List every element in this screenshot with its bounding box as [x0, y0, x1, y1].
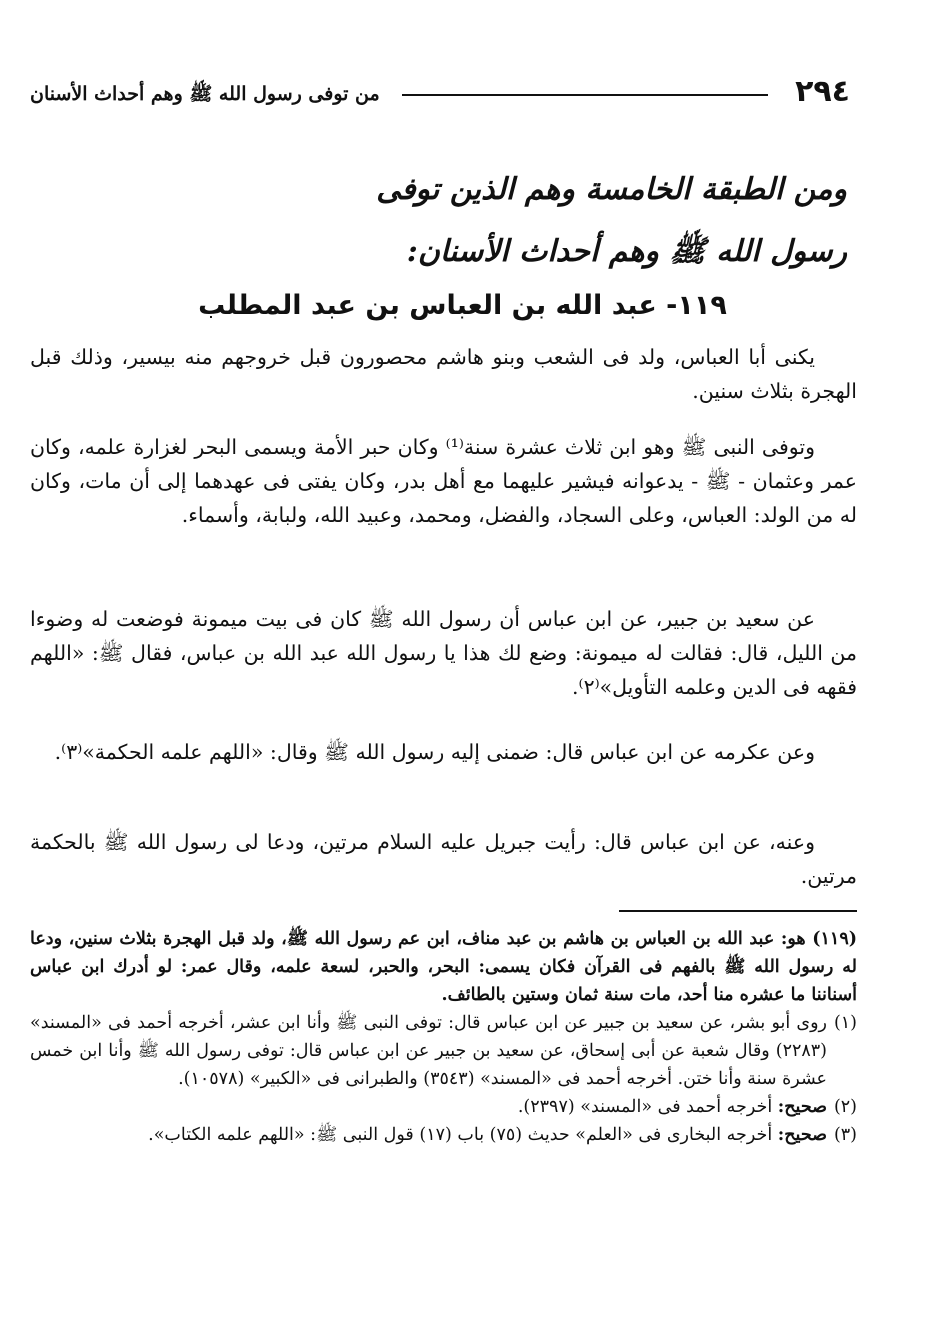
entry-title: ١١٩- عبد الله بن العباس بن عبد المطلب [198, 290, 727, 321]
page-number: ٢٩٤ [795, 74, 850, 109]
paragraph-hadith-2 [30, 735, 857, 769]
footnote-2 [30, 1093, 857, 1121]
footnote-separator [619, 910, 857, 912]
footnote-2-label: صحيح: [777, 1097, 827, 1117]
footnote-1-number: (١) [833, 1013, 857, 1033]
footnote-3-label: صحيح: [777, 1125, 827, 1145]
paragraph-biography [30, 430, 857, 532]
paragraph-4: وعن عكرمه عن ابن عباس قال: ضمنى إليه رسول الله ﷺ وقال: «اللهم علمه الحكمة»⁽٣⁾. [54, 740, 815, 764]
paragraph-intro [30, 340, 857, 408]
footnote-2-number: (٢) [833, 1097, 857, 1117]
paragraph-5: وعنه، عن ابن عباس قال: رأيت جبريل عليه السلام مرتين، ودعا لى رسول الله ﷺ بالحكمة مرتين. [30, 830, 857, 888]
paragraph-hadith-1 [30, 602, 857, 704]
footnote-3-number: (٣) [833, 1125, 857, 1145]
footnote-3-text: أخرجه البخارى فى «العلم» حديث (٧٥) باب (١٧) قول النبى ﷺ: «اللهم علمه الكتاب». [148, 1125, 773, 1145]
paragraph-2: وتوفى النبى ﷺ وهو ابن ثلاث عشرة سنة⁽¹⁾ وكان حبر الأمة ويسمى البحر لغزارة علمه، وكان عمر وعثمان - ﷺ - يدعوانه فيشير عليهما مع أهل بدر، وكان يفتى فى عهدهما إلى أن مات، وكان له من الولد: العباس، وعلى السجاد، والفضل، ومحمد، وعبيد الله، ولبابة، وأسماء. [30, 435, 857, 527]
running-title: من توفى رسول الله ﷺ وهم أحداث الأسنان [30, 83, 380, 105]
paragraph-3: عن سعيد بن جبير، عن ابن عباس أن رسول الله ﷺ كان فى بيت ميمونة فوضعت له وضوءا من الليل، قال: فقالت له ميمونة: وضع لك هذا يا رسول الله عبد الله بن عباس، فقال ﷺ: «اللهم فقهه فى الدين وعلمه التأويل»⁽٢⁾. [30, 607, 857, 699]
page-header [30, 74, 850, 112]
footnote-3 [30, 1121, 857, 1149]
footnotes [30, 925, 857, 1149]
footnote-biography: (١١٩) هو: عبد الله بن العباس بن هاشم بن عبد مناف، ابن عم رسول الله ﷺ، ولد قبل الهجرة بثلاث سنين، ودعا له رسول الله ﷺ بالفهم فى القرآن فكان يسمى: البحر، والحبر، لسعة علمه، وقال عمر: لو أدرك ابن عباس أسناننا ما عشره منا أحد، مات سنة ثمان وستين بالطائف. [30, 929, 857, 1005]
paragraph-hadith-3 [30, 825, 857, 893]
section-heading-line2: رسول الله ﷺ وهم أحداث الأسنان: [406, 234, 847, 269]
footnote-2-text: أخرجه أحمد فى «المسند» (٢٣٩٧). [517, 1097, 773, 1117]
footnote-1-text: روى أبو بشر، عن سعيد بن جبير عن ابن عباس قال: توفى النبى ﷺ وأنا ابن عشر، أخرجه أحمد فى «المسند» (٢٢٨٣) وقال شعبة عن أبى إسحاق، عن سعيد بن جبير عن ابن عباس قال: توفى رسول الله ﷺ وأنا ابن خمس عشرة سنة وأنا ختن. أخرجه أحمد فى «المسند» (٣٥٤٣) والطبرانى فى «الكبير» (١٠٥٧٨). [30, 1013, 827, 1089]
section-heading-line1: ومن الطبقة الخامسة وهم الذين توفى [376, 172, 847, 207]
footnote-1 [30, 1009, 857, 1093]
header-rule [402, 94, 768, 96]
paragraph-1: يكنى أبا العباس، ولد فى الشعب وبنو هاشم محصورون قبل خروجهم منه بيسير، وذلك قبل الهجرة بثلاث سنين. [30, 345, 857, 403]
